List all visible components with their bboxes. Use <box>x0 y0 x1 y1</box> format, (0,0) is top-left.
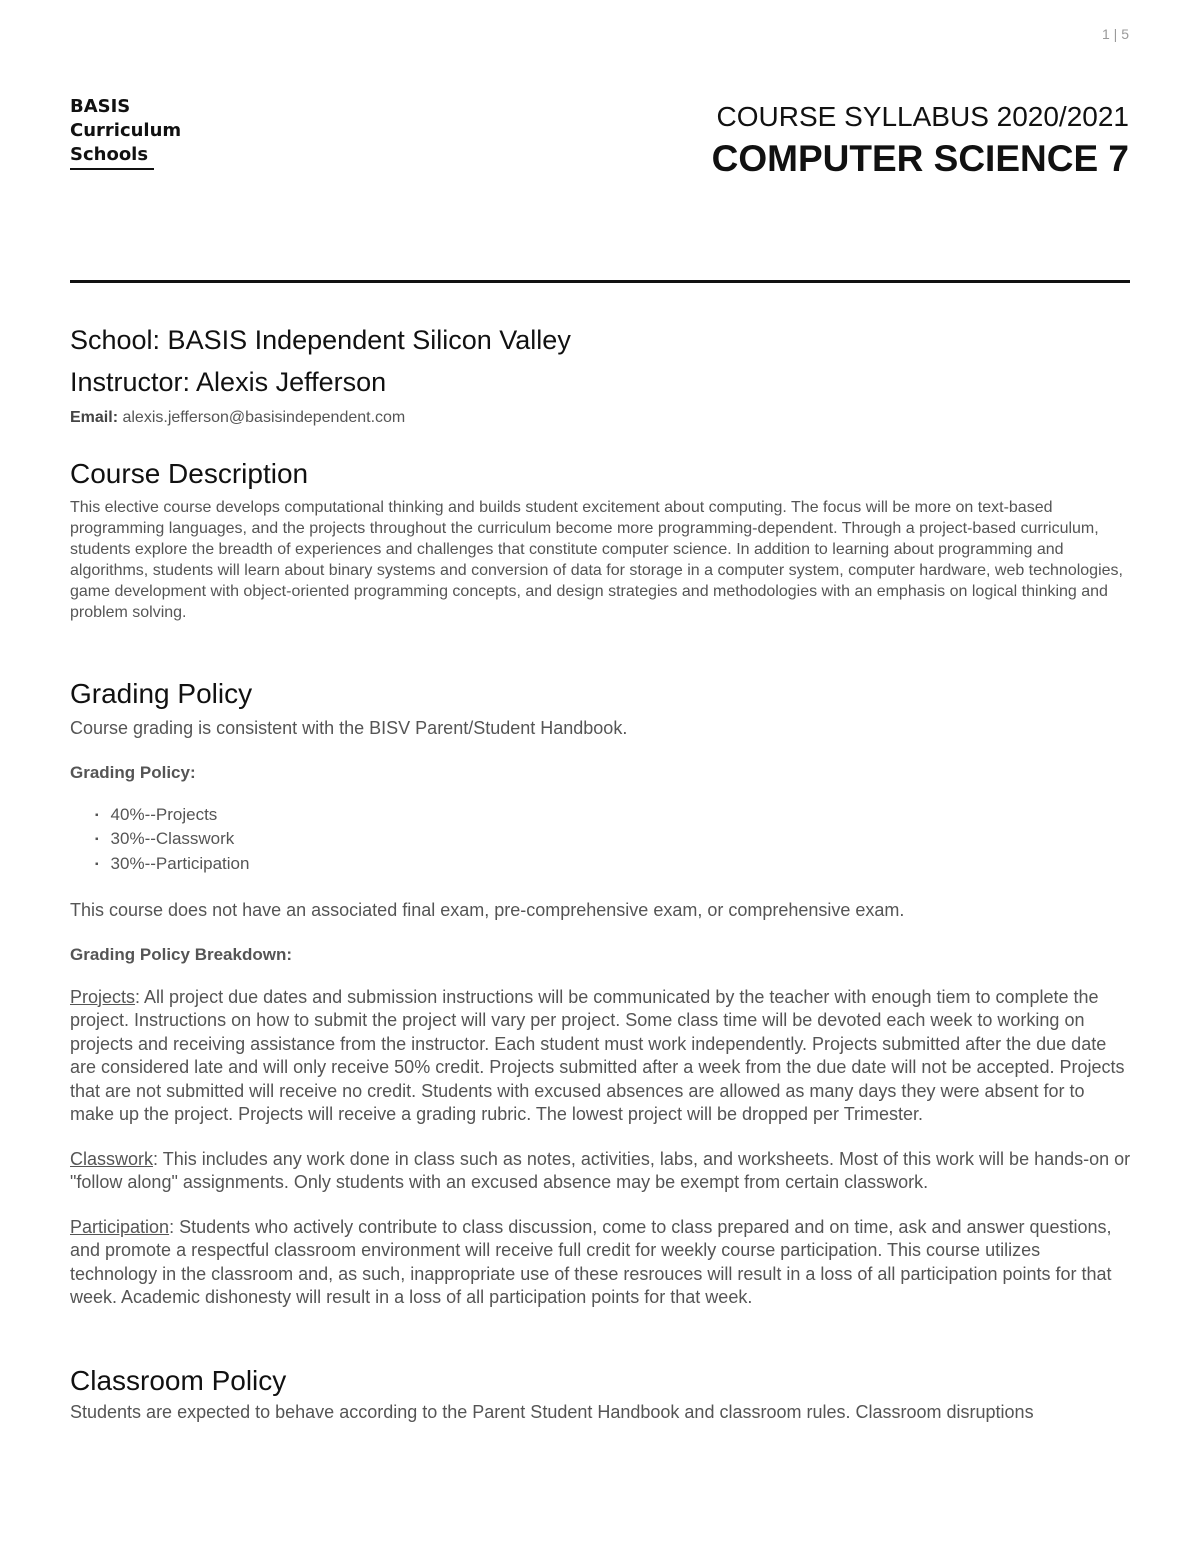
logo-line-schools: Schools <box>70 144 149 165</box>
email-label: Email: <box>70 409 119 426</box>
list-item: ▪ 40%--Projects <box>95 804 1132 829</box>
logo-underline <box>70 168 154 170</box>
header-divider <box>70 280 1130 283</box>
classwork-paragraph <box>70 1148 1132 1195</box>
page-number: 1 | 5 <box>1102 26 1129 42</box>
participation-term: Participation <box>70 1216 170 1237</box>
no-exam-text: This course does not have an associated final exam, pre-comprehensive exam, or comprehensive exam. <box>70 900 905 920</box>
email-address[interactable]: alexis.jefferson@basisindependent.com <box>122 409 406 426</box>
grading-breakdown-label: Grading Policy Breakdown: <box>70 944 292 964</box>
course-description-heading: Course Description <box>70 458 309 489</box>
classwork-term: Classwork <box>70 1148 154 1169</box>
grading-policy-heading: Grading Policy <box>70 678 253 709</box>
participation-text: : Students who actively contribute to class discussion, come to class prepared and on time, ask and answer questions, and promote a respectful classroom environment will receive full credit for weekly course participation. This course utilizes technology in the classroom and, as such, inappropriate use of these resrouces will result in a loss of all participation points for that week. Academic dishonesty will result in a loss of all participation points for that week. <box>70 1216 1112 1307</box>
course-description-text: This elective course develops computational thinking and builds student excitement about computing. The focus will be more on text-based programming languages, and the projects throughout the curriculum become more programming-dependent. Through a project-based curriculum, students explore the breadth of experiences and challenges that constitute computer science. In addition to learning about programming and algorithms, students will learn about binary systems and conversion of data for storage in a computer system, computer hardware, web technologies, game development with object-oriented programming concepts, and design strategies and methodologies with an emphasis on logical thinking and problem solving. <box>70 499 1123 621</box>
list-item: ▪ 30%--Participation <box>95 853 1132 878</box>
course-title: COMPUTER SCIENCE 7 <box>711 138 1129 179</box>
projects-paragraph <box>70 986 1132 1127</box>
list-item: ▪ 30%--Classwork <box>95 828 1132 853</box>
instructor-name: Instructor: Alexis Jefferson <box>70 367 387 397</box>
email-line <box>70 408 1132 428</box>
logo-line-basis: BASIS <box>70 96 131 117</box>
projects-text: : All project due dates and submission instructions will be communicated by the teacher with enough tiem to complete the project. Instructions on how to submit the project will vary per project. Some class time will be devoted each week to working on projects and receiving assistance from the instructor. Each student must work independently. Projects submitted after the due date are considered late and will only receive 50% credit. Projects submitted after a week from the due date will not be accepted. Projects that are not submitted will receive no credit. Students with excused absences are allowed as many days they were absent for to make up the project. Projects will receive a grading rubric. The lowest project will be dropped per Trimester. <box>70 986 1125 1124</box>
grading-policy-label: Grading Policy: <box>70 762 196 782</box>
classroom-policy-heading: Classroom Policy <box>70 1364 287 1396</box>
document-header <box>712 100 1129 182</box>
projects-term: Projects <box>70 986 136 1007</box>
logo-line-curriculum: Curriculum <box>70 120 182 141</box>
grading-weights-list <box>95 804 1132 878</box>
participation-paragraph <box>70 1216 1132 1310</box>
school-logo <box>70 95 181 167</box>
school-name: School: BASIS Independent Silicon Valley <box>70 325 571 355</box>
syllabus-year: COURSE SYLLABUS 2020/2021 <box>716 101 1129 132</box>
classroom-policy-text: Students are expected to behave according to the Parent Student Handbook and classroom rules. Classroom disruptions <box>70 1401 1034 1422</box>
grading-consistency-text: Course grading is consistent with the BISV Parent/Student Handbook. <box>70 718 628 738</box>
document-body <box>70 320 1132 1424</box>
classwork-text: : This includes any work done in class such as notes, activities, labs, and worksheets. Most of this work will be hands-on or "follow along" assignments. Only students with an excused absence may be exempt from certain classwork. <box>70 1148 1131 1192</box>
